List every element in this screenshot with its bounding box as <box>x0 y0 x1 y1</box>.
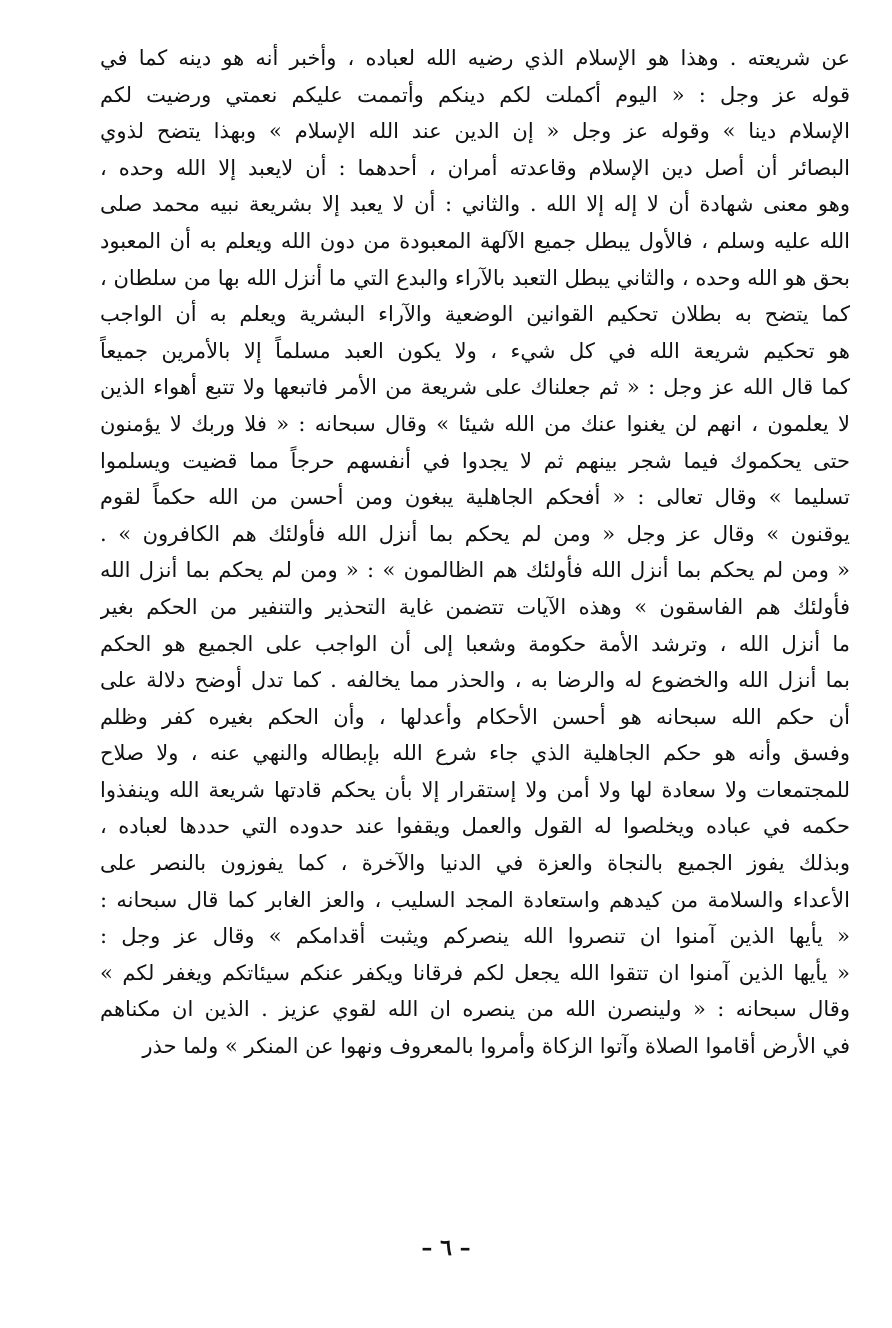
text-line: وفسق وأنه هو حكم الجاهلية الذي جاء شرع الله بإبطاله والنهي عنه ، ولا صلاح <box>100 741 850 766</box>
text-line: الأعداء والسلامة من كيدهم واستعادة المجد السليب ، والعز الغابر كما قال سبحانه : <box>100 887 850 912</box>
text-line: كما قال الله عز وجل : « ثم جعلناك على شريعة من الأمر فاتبعها ولا تتبع أهواء الذين <box>100 375 850 400</box>
text-line: بحق هو الله وحده ، والثاني يبطل التعبد بالآراء والبدع التي ما أنزل الله بها من سلطان ، <box>100 265 850 290</box>
text-line: يوقنون » وقال عز وجل « ومن لم يحكم بما أنزل الله فأولئك هم الكافرون » . <box>100 521 850 546</box>
text-line: ما أنزل الله ، وترشد الأمة حكومة وشعبا إلى أن الواجب على الجميع هو الحكم <box>100 631 850 656</box>
text-line: هو تحكيم شريعة الله في كل شيء ، ولا يكون العبد مسلماً إلا بالأمرين جميعاً <box>100 338 850 363</box>
text-line: بما أنزل الله والخضوع له والرضا به ، والحذر مما يخالفه . كما تدل أوضح دلالة على <box>100 668 850 693</box>
text-line: للمجتمعات ولا سعادة لها ولا أمن ولا إستقرار إلا بأن يحكم قادتها شريعة الله وينفذوا <box>100 777 850 802</box>
text-line: وهو معنى شهادة أن لا إله إلا الله . والثاني : أن لا يعبد إلا بشريعة نبيه محمد صلى <box>100 192 850 217</box>
text-line: تسليما » وقال تعالى : « أفحكم الجاهلية يبغون ومن أحسن من الله حكماً لقوم <box>100 485 850 510</box>
text-line: « يأيها الذين آمنوا ان تتقوا الله يجعل لكم فرقانا ويكفر عنكم سيئاتكم ويغفر لكم » <box>100 960 850 985</box>
text-line: وقال سبحانه : « ولينصرن الله من ينصره ان الله لقوي عزيز . الذين ان مكناهم <box>100 997 850 1022</box>
text-line: « ومن لم يحكم بما أنزل الله فأولئك هم الظالمون » : « ومن لم يحكم بما أنزل الله <box>100 558 850 583</box>
text-line: حكمه في عباده ويخلصوا له القول والعمل ويقفوا عند حدوده التي حددها لعباده ، <box>100 814 850 839</box>
text-line: الإسلام دينا » وقوله عز وجل « إن الدين عند الله الإسلام » وبهذا يتضح لذوي <box>100 119 850 144</box>
text-line: كما يتضح به بطلان تحكيم القوانين الوضعية والآراء البشرية ويعلم به أن الواجب <box>100 302 850 327</box>
text-line: « يأيها الذين آمنوا ان تنصروا الله ينصركم ويثبت أقدامكم » وقال عز وجل : <box>100 924 850 949</box>
body-text <box>100 40 850 1065</box>
text-line: لا يعلمون ، انهم لن يغنوا عنك من الله شيئا » وقال سبحانه : « فلا وربك لا يؤمنون <box>100 411 850 436</box>
text-line: أن حكم الله سبحانه هو أحسن الأحكام وأعدلها ، وأن الحكم بغيره كفر وظلم <box>100 704 850 729</box>
text-line: حتى يحكموك فيما شجر بينهم ثم لا يجدوا في أنفسهم حرجاً مما قضيت ويسلموا <box>100 448 850 473</box>
page-number: – ٦ – <box>421 1235 471 1261</box>
text-line: عن شريعته . وهذا هو الإسلام الذي رضيه الله لعباده ، وأخبر أنه هو دينه كما في <box>100 46 850 70</box>
text-line: في الأرض أقاموا الصلاة وآتوا الزكاة وأمروا بالمعروف ونهوا عن المنكر » ولما حذر <box>142 1034 850 1059</box>
text-line: وبذلك يفوز الجميع بالنجاة والعزة في الدنيا والآخرة ، كما يفوزون بالنصر على <box>100 851 850 876</box>
text-line: قوله عز وجل : « اليوم أكملت لكم دينكم وأتممت عليكم نعمتي ورضيت لكم <box>100 82 850 107</box>
text-line: الله عليه وسلم ، فالأول يبطل جميع الآلهة المعبودة من دون الله ويعلم به أن المعبود <box>100 228 850 253</box>
text-line: البصائر أن أصل دين الإسلام وقاعدته أمران ، أحدهما : أن لايعبد إلا الله وحده ، <box>100 155 850 180</box>
text-line: فأولئك هم الفاسقون » وهذه الآيات تتضمن غاية التحذير والتنفير من الحكم بغير <box>100 594 850 619</box>
